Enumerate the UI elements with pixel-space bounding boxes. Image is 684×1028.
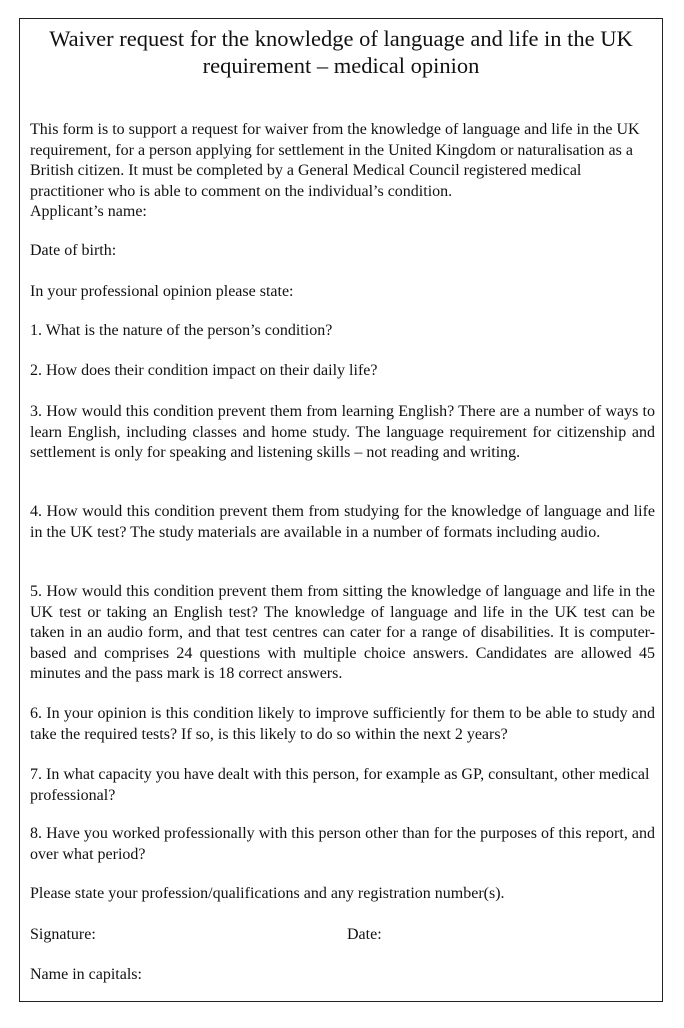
applicant-name-field: Applicant’s name: (30, 203, 147, 220)
instruction-prompt: In your professional opinion please state: (30, 283, 294, 300)
form-title (20, 25, 662, 79)
signature-field: Signature: (30, 926, 96, 943)
question-2: 2. How does their condition impact on their daily life? (30, 362, 378, 379)
profession-field: Please state your profession/qualifications and any registration number(s). (30, 885, 505, 902)
name-in-capitals-field: Name in capitals: (30, 966, 142, 983)
question-5: 5. How would this condition prevent them from sitting the knowledge of language and life in the UK test or taking an English test? The knowledge of language and life in the UK test can be taken in an audio form, and that test centres can cater for a range of disabilities. It is computer-based and comprises 24 questions with multiple choice answers. Candidates are allowed 45 minutes and the pass mark is 18 correct answers. (30, 583, 655, 682)
question-3: 3. How would this condition prevent them from learning English? There are a number of ways to learn English, including classes and home study. The language requirement for citizenship and settlement is only for speaking and listening skills – not reading and writing. (30, 403, 655, 461)
question-8: 8. Have you worked professionally with this person other than for the purposes of this report, and over what period? (30, 825, 655, 863)
date-field: Date: (347, 926, 382, 943)
form-title-line-2: requirement – medical opinion (202, 53, 480, 78)
question-7: 7. In what capacity you have dealt with this person, for example as GP, consultant, other medical professional? (30, 766, 650, 804)
question-4: 4. How would this condition prevent them from studying for the knowledge of language and life in the UK test? The study materials are available in a number of formats including audio. (30, 503, 655, 541)
question-1: 1. What is the nature of the person’s condition? (30, 322, 333, 339)
form-title-line-1: Waiver request for the knowledge of language and life in the UK (49, 26, 633, 51)
waiver-form (19, 18, 663, 1002)
date-of-birth-field: Date of birth: (30, 242, 117, 259)
question-6: 6. In your opinion is this condition likely to improve sufficiently for them to be able to study and take the required tests? If so, is this likely to do so within the next 2 years? (30, 705, 655, 743)
intro-paragraph: This form is to support a request for waiver from the knowledge of language and life in the UK requirement, for a person applying for settlement in the United Kingdom or naturalisation as a British citizen. It must be completed by a General Medical Council registered medical practitioner who is able to comment on the individual’s condition. (30, 121, 640, 200)
